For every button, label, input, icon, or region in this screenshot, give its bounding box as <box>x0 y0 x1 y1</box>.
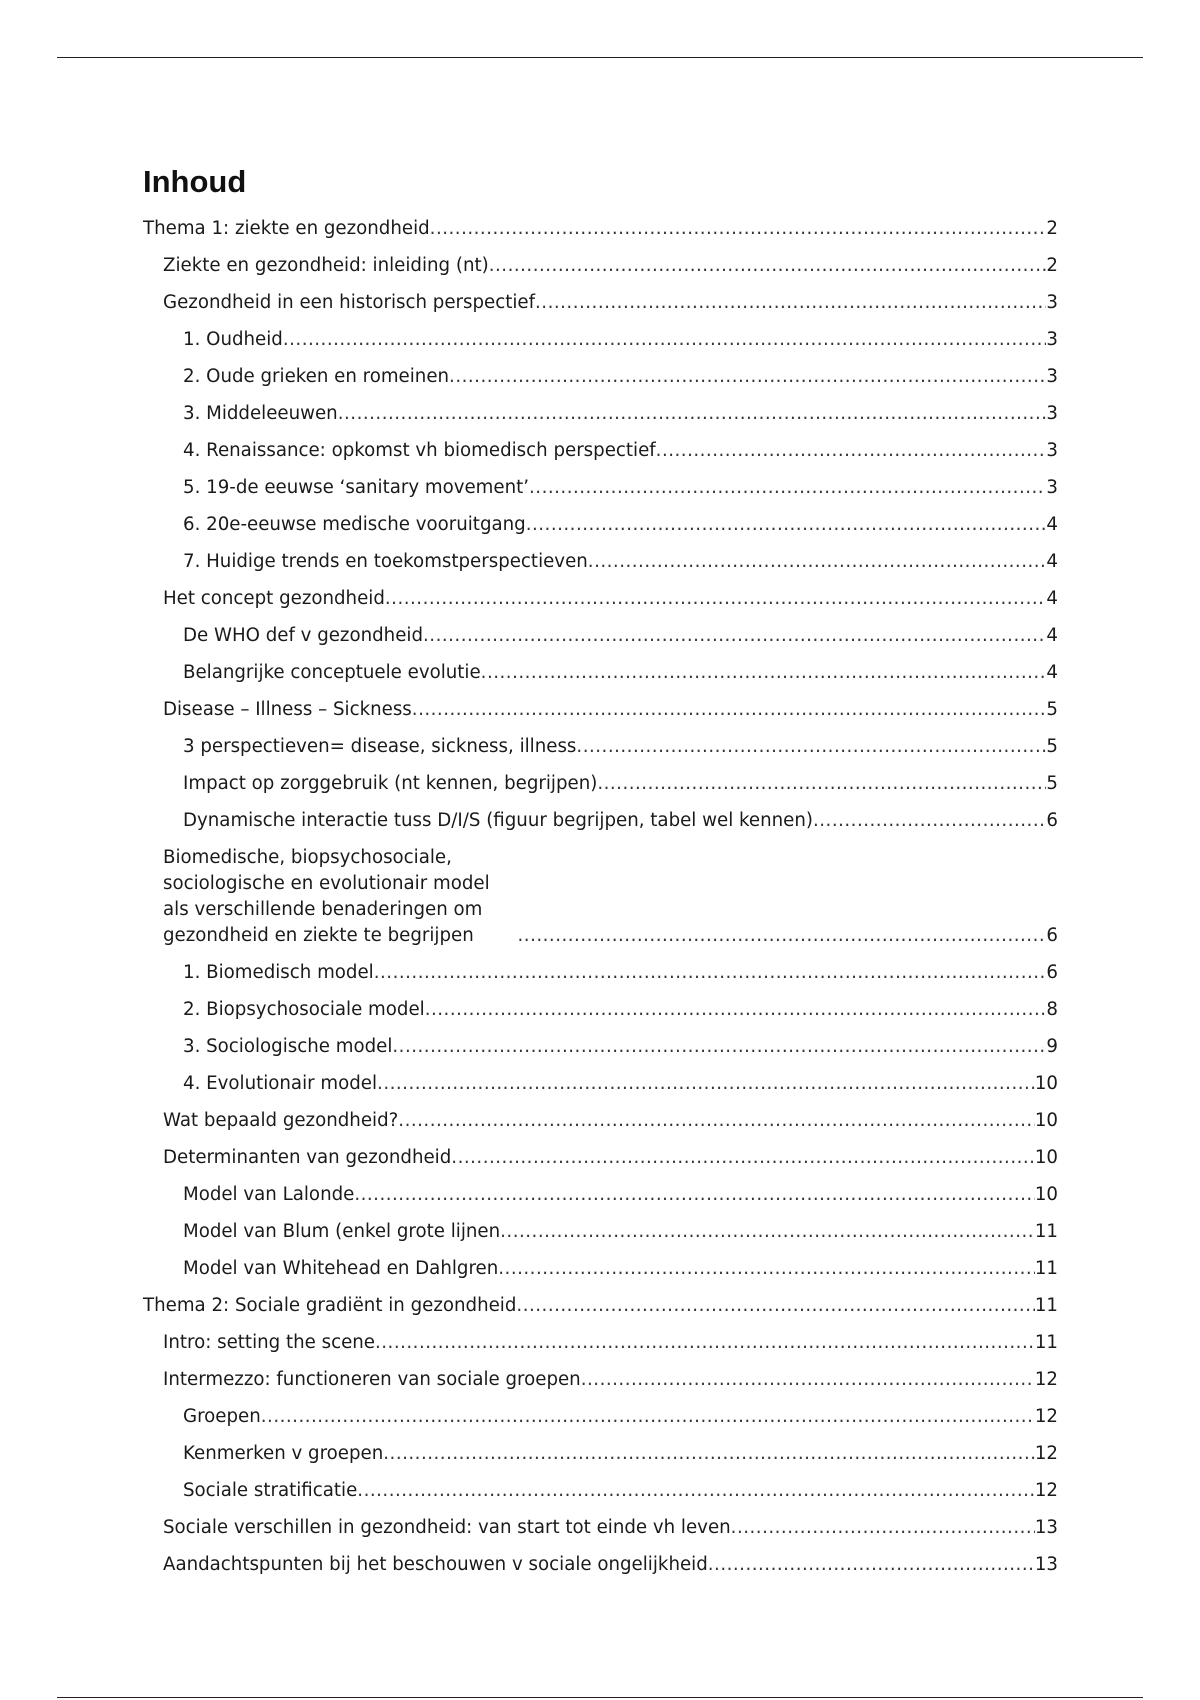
toc-leader <box>731 1515 1035 1541</box>
toc-entry[interactable] <box>143 1145 1058 1171</box>
toc-leader <box>581 1367 1035 1393</box>
toc-entry[interactable] <box>143 1367 1058 1393</box>
toc-page-number: 3 <box>1046 477 1058 498</box>
toc-page-number: 11 <box>1034 1295 1058 1316</box>
toc-page-number: 3 <box>1046 329 1058 350</box>
toc-entry-text: 6. 20e-eeuwse medische vooruitgang <box>183 514 526 535</box>
toc-entry[interactable] <box>143 660 1058 686</box>
toc-entry[interactable] <box>143 1552 1058 1578</box>
toc-page-number: 10 <box>1034 1147 1058 1168</box>
toc-leader <box>357 1478 1035 1504</box>
toc-entry-text: 4. Renaissance: opkomst vh biomedisch perspectief <box>183 440 656 461</box>
toc-page-number: 11 <box>1034 1258 1058 1279</box>
toc-entry[interactable] <box>143 960 1058 986</box>
toc-page-number: 5 <box>1046 736 1058 757</box>
toc-page-number: 4 <box>1046 662 1058 683</box>
toc-entry[interactable] <box>143 475 1058 501</box>
toc-leader <box>338 401 1047 427</box>
toc-leader <box>597 771 1046 797</box>
toc-entry-text: De WHO def v gezondheid <box>183 625 423 646</box>
toc-leader <box>535 290 1046 316</box>
toc-entry-text: Model van Whitehead en Dahlgren <box>183 1258 499 1279</box>
toc-leader <box>430 216 1047 242</box>
toc-page-number: 5 <box>1046 773 1058 794</box>
toc-page-number: 12 <box>1034 1406 1058 1427</box>
toc-entry[interactable] <box>143 1034 1058 1060</box>
toc-entry-text: Thema 1: ziekte en gezondheid <box>143 218 430 239</box>
toc-title: Inhoud <box>143 164 247 199</box>
toc-entry-text: Aandachtspunten bij het beschouwen v sociale ongelijkheid <box>163 1554 708 1575</box>
toc-page-number: 5 <box>1046 699 1058 720</box>
toc-page-number: 10 <box>1034 1073 1058 1094</box>
toc-page-number: 6 <box>1046 925 1058 946</box>
toc-entry-text: Belangrijke conceptuele evolutie <box>183 662 481 683</box>
toc-page-number: 13 <box>1034 1554 1058 1575</box>
toc-leader <box>449 364 1046 390</box>
toc-entry-text: Intermezzo: functioneren van sociale groepen <box>163 1369 581 1390</box>
toc-entry-text: 5. 19-de eeuwse ‘sanitary movement’ <box>183 477 530 498</box>
toc-entry-text: Het concept gezondheid <box>163 588 385 609</box>
toc-page-number: 4 <box>1046 625 1058 646</box>
toc-leader <box>588 549 1047 575</box>
toc-entry[interactable] <box>143 512 1058 538</box>
toc-entry-text: 2. Biopsychosociale model <box>183 999 425 1020</box>
toc-entry[interactable] <box>143 1108 1058 1134</box>
toc-page-number: 12 <box>1034 1443 1058 1464</box>
toc-leader <box>529 475 1046 501</box>
toc-page-number: 11 <box>1034 1221 1058 1242</box>
toc-leader <box>377 1071 1035 1097</box>
toc-entry[interactable] <box>143 438 1058 464</box>
toc-page-number: 2 <box>1046 218 1058 239</box>
toc-entry-text: Determinanten van gezondheid <box>163 1147 452 1168</box>
toc-leader <box>398 1108 1035 1134</box>
toc-entry[interactable] <box>143 1293 1058 1319</box>
toc-entry-text: 3. Sociologische model <box>183 1036 393 1057</box>
toc-entry[interactable] <box>143 290 1058 316</box>
toc-page-number: 8 <box>1046 999 1058 1020</box>
toc-entry[interactable] <box>143 997 1058 1023</box>
toc-leader <box>489 253 1047 279</box>
toc-leader <box>576 734 1046 760</box>
toc-entry-text: Kenmerken v groepen <box>183 1443 384 1464</box>
toc-leader <box>423 623 1046 649</box>
toc-entry[interactable] <box>143 1478 1058 1504</box>
toc-page-number: 3 <box>1046 366 1058 387</box>
toc-leader <box>500 1219 1035 1245</box>
toc-entry[interactable] <box>143 364 1058 390</box>
toc-page-number: 3 <box>1046 440 1058 461</box>
toc-entry[interactable] <box>143 327 1058 353</box>
toc-leader <box>526 512 1047 538</box>
toc-entry-text: Sociale stratificatie <box>183 1480 358 1501</box>
toc-entry[interactable] <box>143 401 1058 427</box>
toc-page-number: 3 <box>1046 403 1058 424</box>
toc-entry[interactable] <box>143 1441 1058 1467</box>
toc-leader <box>656 438 1047 464</box>
toc-leader <box>392 1034 1046 1060</box>
toc-page-number: 6 <box>1046 810 1058 831</box>
toc-entry-text: 3. Middeleeuwen <box>183 403 338 424</box>
toc-page-number: 13 <box>1034 1517 1058 1538</box>
toc-entry[interactable] <box>143 1182 1058 1208</box>
toc-leader <box>412 697 1047 723</box>
toc-entry-text: Gezondheid in een historisch perspectief <box>163 292 536 313</box>
toc-entry[interactable] <box>143 1330 1058 1356</box>
toc-entry[interactable] <box>143 623 1058 649</box>
toc-entry-text: 7. Huidige trends en toekomstperspectieven <box>183 551 588 572</box>
toc-entry-text: Dynamische interactie tuss D/I/S (figuur begrijpen, tabel wel kennen) <box>183 810 813 831</box>
toc-leader <box>383 1441 1035 1467</box>
toc-entry-text: Intro: setting the scene <box>163 1332 375 1353</box>
toc-leader <box>516 1293 1034 1319</box>
toc-page-number: 3 <box>1046 292 1058 313</box>
toc-entry-text: 1. Biomedisch model <box>183 962 374 983</box>
toc-entry-text: 4. Evolutionair model <box>183 1073 378 1094</box>
toc-entry-text: 1. Oudheid <box>183 329 283 350</box>
toc-leader <box>481 660 1047 686</box>
toc-entry[interactable] <box>143 771 1058 797</box>
toc-page-number: 12 <box>1034 1480 1058 1501</box>
toc-entry-text: Biomedische, biopsychosociale, sociologische en evolutionair model als verschillende benaderingen om gezondheid en ziekte te begrijpen <box>163 847 490 946</box>
toc-leader <box>451 1145 1035 1171</box>
toc-page-number: 4 <box>1046 514 1058 535</box>
toc-entry-text: Sociale verschillen in gezondheid: van start tot einde vh leven <box>163 1517 731 1538</box>
table-of-contents <box>143 216 1058 1589</box>
toc-leader <box>283 327 1047 353</box>
toc-entry-text: 3 perspectieven= disease, sickness, illness <box>183 736 577 757</box>
toc-entry-text: Disease – Illness – Sickness <box>163 699 412 720</box>
toc-leader <box>425 997 1047 1023</box>
toc-leader <box>375 1330 1035 1356</box>
toc-entry[interactable] <box>143 1219 1058 1245</box>
toc-entry-text: Model van Lalonde <box>183 1184 355 1205</box>
toc-leader <box>374 960 1047 986</box>
toc-leader <box>261 1404 1035 1430</box>
toc-page-number: 10 <box>1034 1110 1058 1131</box>
toc-leader <box>708 1552 1035 1578</box>
toc-page-number: 6 <box>1046 962 1058 983</box>
toc-entry[interactable] <box>143 549 1058 575</box>
toc-page-number: 9 <box>1046 1036 1058 1057</box>
toc-entry-text: Wat bepaald gezondheid? <box>163 1110 399 1131</box>
toc-entry[interactable] <box>143 845 1058 949</box>
toc-entry[interactable] <box>143 697 1058 723</box>
toc-page-number: 10 <box>1034 1184 1058 1205</box>
toc-entry[interactable] <box>143 1515 1058 1541</box>
toc-page-number: 2 <box>1046 255 1058 276</box>
toc-entry[interactable] <box>143 216 1058 242</box>
toc-page-number: 11 <box>1034 1332 1058 1353</box>
toc-leader <box>385 586 1047 612</box>
toc-entry-text: Ziekte en gezondheid: inleiding (nt) <box>163 255 489 276</box>
toc-page-number: 4 <box>1046 588 1058 609</box>
toc-leader <box>498 1256 1035 1282</box>
toc-entry[interactable] <box>143 1071 1058 1097</box>
toc-entry[interactable] <box>143 1256 1058 1282</box>
footer-rule <box>57 1697 1143 1698</box>
toc-entry-text: Model van Blum (enkel grote lijnen <box>183 1221 501 1242</box>
toc-entry[interactable] <box>143 253 1058 279</box>
toc-entry-text: 2. Oude grieken en romeinen <box>183 366 450 387</box>
toc-page-number: 4 <box>1046 551 1058 572</box>
toc-entry[interactable] <box>143 808 1058 834</box>
toc-entry[interactable] <box>143 734 1058 760</box>
toc-entry-text: Impact op zorggebruik (nt kennen, begrijpen) <box>183 773 598 794</box>
toc-leader <box>813 808 1046 834</box>
toc-entry[interactable] <box>143 586 1058 612</box>
toc-leader <box>518 923 1047 949</box>
toc-entry-text: Groepen <box>183 1406 261 1427</box>
toc-entry-text: Thema 2: Sociale gradiënt in gezondheid <box>143 1295 517 1316</box>
toc-page-number: 12 <box>1034 1369 1058 1390</box>
toc-leader <box>354 1182 1035 1208</box>
toc-entry[interactable] <box>143 1404 1058 1430</box>
header-rule <box>57 57 1143 58</box>
